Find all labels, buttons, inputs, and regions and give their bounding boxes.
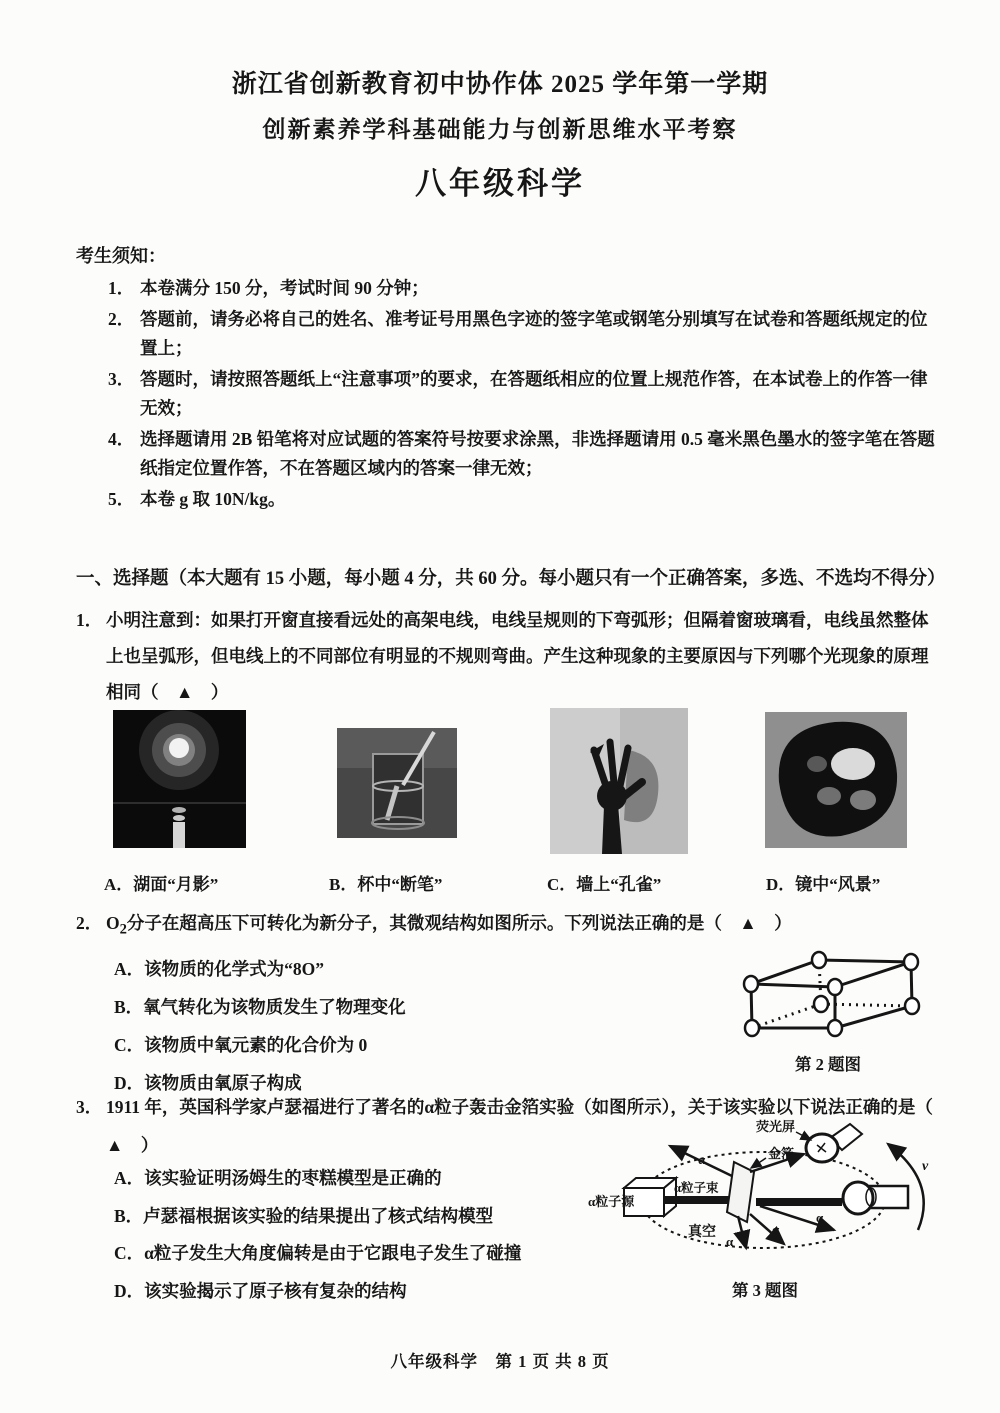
moon-reflection-photo <box>113 710 246 848</box>
notice-item <box>108 305 936 363</box>
chemical-formula-subscript: 2 <box>119 921 127 938</box>
notice-item-number: 5． <box>108 489 135 509</box>
notice-item-text: 本卷 g 取 10N/kg。 <box>140 489 286 509</box>
screen-label: 荧光屏 <box>755 1119 795 1134</box>
notice-item <box>108 425 936 483</box>
option-d-image <box>765 712 907 853</box>
section-title-main: 一、选择题 <box>76 569 169 589</box>
question-text-body: 分子在超高压下可转化为新分子，其微观结构如图所示。下列说法正确的是（ ▲ ） <box>126 913 792 933</box>
section-title <box>76 564 956 590</box>
figure-caption: 第 3 题图 <box>732 1281 798 1300</box>
notice-heading: 考生须知： <box>76 246 166 266</box>
section-title-note: （本大题有 15 小题，每小题 4 分，共 60 分。每小题只有一个正确答案，多选、不选均不得分） <box>168 569 946 589</box>
notice-item <box>108 485 936 514</box>
option-a-label: A．湖面“月影” <box>104 875 219 894</box>
oxygen-molecule-figure <box>729 946 927 1042</box>
option-row: B．卢瑟福根据该实验的结果提出了核式结构模型 <box>114 1205 494 1226</box>
option-row: C．α粒子发生大角度偏转是由于它跟电子发生了碰撞 <box>114 1243 522 1263</box>
exam-session-title: 浙江省创新教育初中协作体 2025 学年第一学期 <box>231 71 769 98</box>
option-c-label: C．墙上“孔雀” <box>547 875 662 894</box>
option-d-label: D．镜中“风景” <box>766 875 881 894</box>
chemical-formula: O <box>106 913 120 933</box>
option-row: B．氧气转化为该物质发生了物理变化 <box>114 997 406 1017</box>
option-row: A．该物质的化学式为“8O” <box>114 959 324 979</box>
question-1 <box>76 602 942 710</box>
question-number: 3． <box>76 1097 103 1117</box>
detector-microscope <box>843 1182 908 1214</box>
question-3-options <box>114 1160 521 1310</box>
notice-item <box>108 274 936 303</box>
figure-caption: 第 2 题图 <box>795 1055 861 1074</box>
question-2 <box>76 908 906 945</box>
alpha-label: α <box>815 1210 823 1225</box>
notice-item-number: 3． <box>108 369 135 389</box>
option-c-image <box>550 708 688 859</box>
notice-item-text: 选择题请用 2B 铅笔将对应试题的答案符号按要求涂黑，非选择题请用 0.5 毫米黑色墨水的签字笔在答题纸指定位置作答，不在答题区域内的答案一律无效； <box>140 429 935 478</box>
hand-shadow-photo <box>550 708 688 854</box>
source-label: α粒子源 <box>587 1194 634 1209</box>
option-row: C．该物质中氧元素的化合价为 0 <box>114 1035 368 1055</box>
notice-item-text: 答题前，请务必将自己的姓名、准考证号用黑色字迹的签字笔或钢笔分别填写在试卷和答题纸规定的位置上； <box>140 309 928 358</box>
mirror-scenery-photo <box>765 712 907 848</box>
exam-name: 创新素养学科基础能力与创新思维水平考察 <box>262 117 738 142</box>
alpha-label: α <box>697 1152 705 1167</box>
option-b-label: B．杯中“断笔” <box>329 875 443 894</box>
alpha-label: α <box>771 1222 779 1237</box>
alpha-label: α <box>725 1234 733 1249</box>
foil-label: 金箔 <box>767 1146 794 1161</box>
option-row: D．该物质由氧原子构成 <box>114 1073 302 1093</box>
notice-item-number: 2． <box>108 309 135 329</box>
alpha-beam <box>756 1198 842 1206</box>
notice-item-text: 答题时，请按照答题纸上“注意事项”的要求，在答题纸相应的位置上规范作答，在本试卷上的作答一律无效； <box>140 369 928 418</box>
beam-label: α粒子束 <box>673 1181 718 1195</box>
notice-item <box>108 365 936 423</box>
option-row: D．该实验揭示了原子核有复杂的结构 <box>114 1280 407 1301</box>
question-number: 2． <box>76 913 103 933</box>
notice-item-number: 4． <box>108 429 135 449</box>
subject-title: 八年级科学 <box>415 166 585 201</box>
question-text: 1911 年，英国科学家卢瑟福进行了著名的α粒子轰击金箔实验（如图所示），关于该实验以下说法正确的是（ ▲ ） <box>106 1097 951 1155</box>
question-2-options <box>114 950 406 1102</box>
option-row: A．该实验证明汤姆生的枣糕模型是正确的 <box>114 1168 442 1188</box>
option-a-image <box>113 710 246 853</box>
question-text <box>106 908 906 945</box>
notice-item-number: 1． <box>108 278 135 298</box>
notice-list <box>108 274 936 516</box>
vacuum-label: 真空 <box>687 1225 716 1240</box>
question-text: 小明注意到：如果打开窗直接看远处的高架电线，电线呈规则的下弯弧形；但隔着窗玻璃看，电线虽然整体上也呈弧形，但电线上的不同部位有明显的不规则弯曲。产生这种现象的主要原因与下列哪个光现象的原理相同（ ▲ ） <box>106 610 929 702</box>
velocity-label: v <box>921 1159 928 1174</box>
question-2-figure <box>726 946 930 1075</box>
rutherford-experiment-figure <box>588 1118 943 1268</box>
notice-item-text: 本卷满分 150 分，考试时间 90 分钟； <box>140 278 429 298</box>
question-number: 1． <box>76 610 103 630</box>
refracted-pen-photo <box>337 728 457 838</box>
alpha-beam <box>664 1196 736 1204</box>
page-footer: 八年级科学 第 1 页 共 8 页 <box>390 1352 610 1371</box>
question-3-figure <box>583 1118 947 1301</box>
fluorescent-screen <box>806 1124 862 1162</box>
option-b-image <box>337 728 457 843</box>
